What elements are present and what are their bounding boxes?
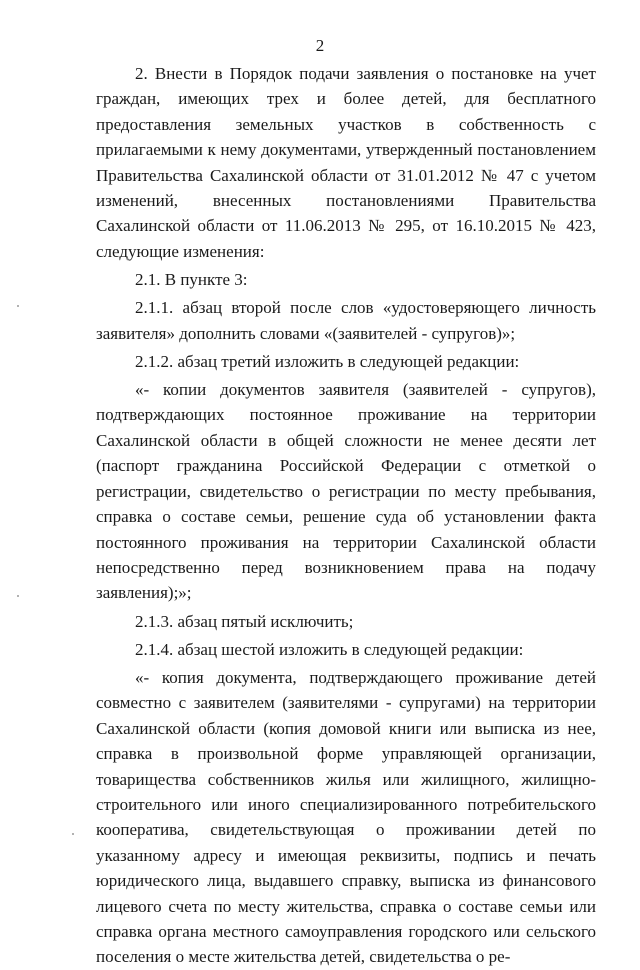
- paragraph-item-2-1-4: 2.1.4. абзац шестой изложить в следующей редакции:: [135, 639, 524, 659]
- paragraph-item-2-1: 2.1. В пункте 3:: [135, 270, 248, 290]
- paragraph-item-2-1-3: 2.1.3. абзац пятый исключить;: [135, 611, 354, 631]
- page-number: 2: [315, 36, 325, 55]
- scan-speck: [17, 305, 19, 307]
- paragraph-item-2-1-2: 2.1.2. абзац третий изложить в следующей редакции:: [135, 351, 520, 371]
- paragraph-quote-children: «- копия документа, подтверждающего проживание детей совместно с заявителем (заявителями - супругами) на территории Сахалинской области (копия домовой книги или выписка из нее, справка в произвольной форме управляющей организации, товарищества собственников жилья или жилищного, жилищно-строительного или иного специализированного потребительского кооператива, свидетельствующая о проживании детей по указанному адресу и имеющая реквизиты, подпись и печать юридического лица, выдавшего справку, выписка из финансового лицевого счета по месту жительства, справка о составе семьи или справка органа местного самоуправления городского или сельского поселения о месте жительства детей, свидетельства о ре-: [96, 667, 596, 967]
- paragraph-item-2-1-1: 2.1.1. абзац второй после слов «удостоверяющего личность заявителя» дополнить словами «(заявителей - супругов)»;: [96, 298, 596, 343]
- paragraph-item-2: 2. Внести в Порядок подачи заявления о постановке на учет граждан, имеющих трех и более детей, для бесплатного предоставления земельных участков в собственность с прилагаемыми к нему документами, утвержденный постановлением Правительства Сахалинской области от 31.01.2012 № 47 с учетом изменений, внесенных постановлениями Правительства Сахалинской области от 11.06.2013 № 295, от 16.10.2015 № 423, следующие изменения:: [96, 64, 596, 261]
- document-body: [96, 61, 596, 970]
- paragraph-quote-documents: «- копии документов заявителя (заявителей - супругов), подтверждающих постоянное проживание на территории Сахалинской области в общей сложности не менее десяти лет (паспорт гражданина Российской Федерации с отметкой о регистрации, свидетельство о регистрации по месту пребывания, справка о составе семьи, решение суда об установлении факта постоянного проживания на территории Сахалинской области непосредственно перед возникновением права на подачу заявления);»;: [96, 380, 596, 603]
- scan-speck: [17, 595, 19, 597]
- scan-speck: [72, 833, 74, 835]
